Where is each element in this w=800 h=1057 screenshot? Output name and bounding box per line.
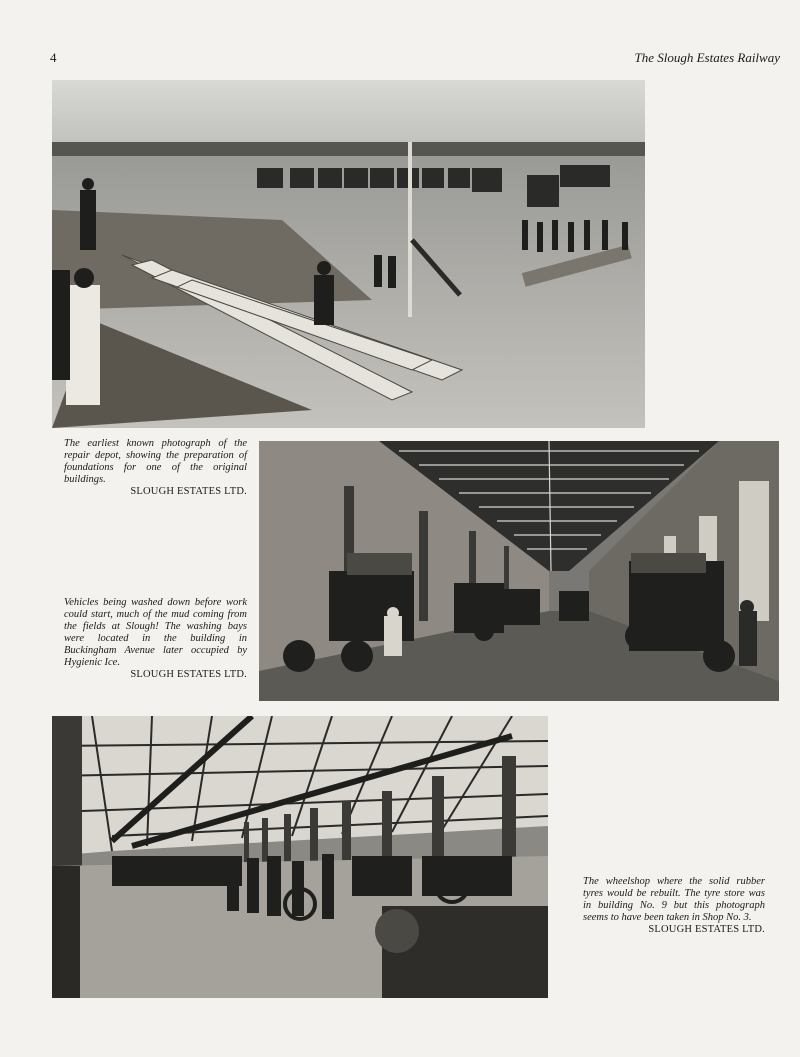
washing-bays-credit: SLOUGH ESTATES LTD. [130, 669, 247, 680]
washing-bays-caption [64, 597, 247, 681]
foundations-caption-text: The earliest known photograph of the repair depot, showing the preparation of foundations for one of the original buildings. [64, 438, 247, 485]
running-title: The Slough Estates Railway [634, 50, 780, 65]
wheelshop-credit: SLOUGH ESTATES LTD. [648, 924, 765, 935]
foundations-photo [52, 80, 645, 428]
wheelshop-caption-text: The wheelshop where the solid rubber tyres would be rebuilt. The tyre store was in building No. 9 but this photograph seems to have been taken in Shop No. 3. [583, 876, 765, 923]
washing-bays-caption-text: Vehicles being washed down before work could start, much of the mud coming from the fields at Slough! The washing bays were located in the building in Buckingham Avenue later occupied by Hygienic Ice. [64, 597, 247, 668]
wheelshop-photo [52, 716, 548, 998]
foundations-credit: SLOUGH ESTATES LTD. [130, 486, 247, 497]
washing-bays-photo [259, 441, 779, 701]
foundations-caption [64, 438, 247, 498]
wheelshop-caption [583, 876, 765, 936]
page-number: 4 [50, 50, 57, 65]
